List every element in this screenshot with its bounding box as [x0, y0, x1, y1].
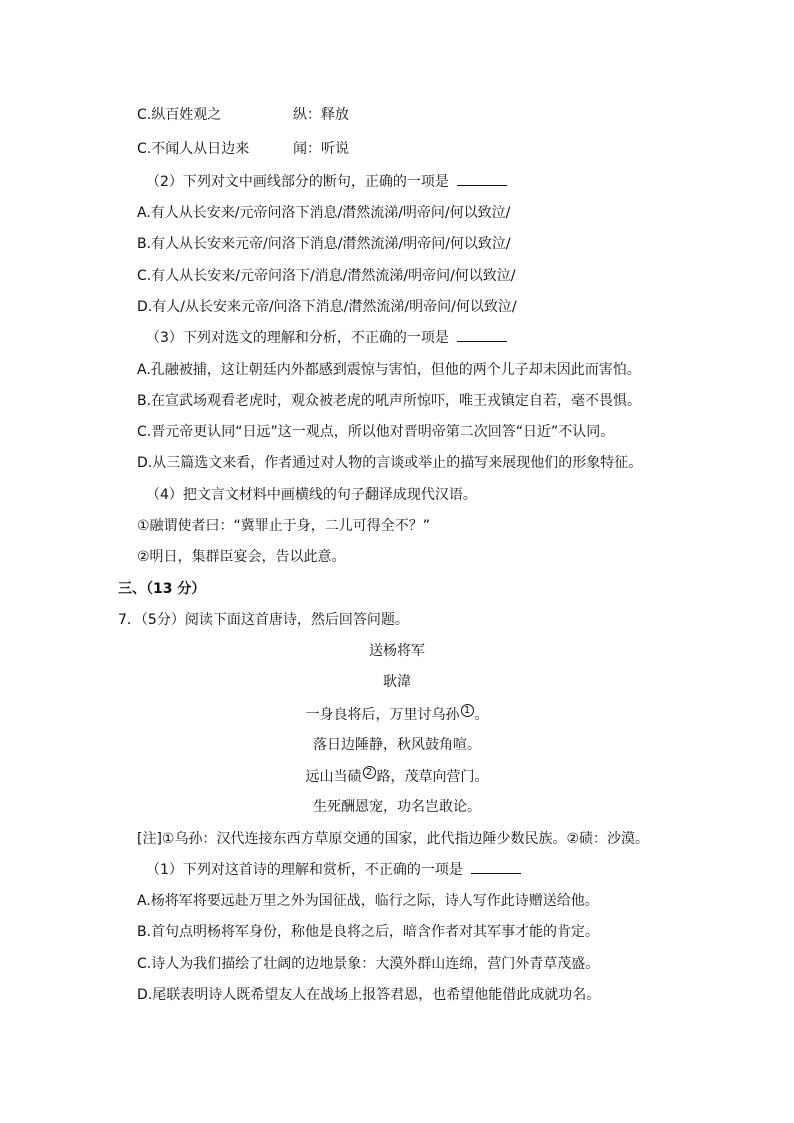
q6-sub2-option-d: D.有人/从长安来元帝/问洛下消息/潸然流涕/明帝问/何以致泣/ — [137, 299, 517, 315]
q7-sub1-stem-text: （1）下列对这首诗的理解和赏析，不正确的一项是 — [146, 862, 463, 878]
q6-sub3-option-b: B.在宣武场观看老虎时，观众被老虎的吼声所惊吓，唯王戎镇定自若，毫不畏惧。 — [137, 393, 642, 409]
poem-line-1-text: 一身良将后，万里讨乌孙 — [305, 707, 460, 723]
q6-sub2-option-a: A.有人从长安来/元帝问洛下消息/潸然流涕/明帝问/何以致泣/ — [137, 205, 511, 221]
option-d-row — [137, 139, 249, 159]
option-c-row — [137, 105, 221, 125]
poem-line-1 — [0, 704, 794, 725]
answer-blank[interactable] — [457, 173, 507, 186]
option-d-gloss: 闻：听说 — [293, 141, 349, 157]
poem-line-3 — [0, 766, 794, 787]
q6-sub2-stem — [146, 172, 507, 192]
q7-stem: 7．（5分）阅读下面这首唐诗，然后回答问题。 — [118, 612, 409, 628]
poem-line-3-text: 远山当碛 — [305, 769, 362, 785]
option-c-gloss: 纵：释放 — [293, 107, 349, 123]
section-heading: 三、（13 分） — [118, 581, 206, 597]
poem-line-3-end: 路，茂草向营门。 — [376, 769, 489, 785]
poem-line-1-end: 。 — [474, 707, 489, 723]
poem-annotation: [注]①乌孙：汉代连接东西方草原交通的国家，此代指边陲少数民族。②碛：沙漠。 — [137, 831, 650, 847]
q7-sub1-option-a: A.杨将军将要远赴万里之外为国征战，临行之际，诗人写作此诗赠送给他。 — [137, 893, 599, 909]
q6-sub4-item-2: ②明日，集群臣宴会，告以此意。 — [137, 549, 346, 565]
q7-sub1-option-c: C.诗人为我们描绘了壮阔的边地景象：大漠外群山连绵，营门外青草茂盛。 — [137, 956, 600, 972]
q7-sub1-stem — [146, 860, 521, 880]
q6-sub3-stem — [146, 328, 507, 348]
q6-sub3-option-c: C.晋元帝更认同“日远”这一观点，所以他对晋明帝第二次回答“日近”不认同。 — [137, 424, 615, 440]
footnote-marker-2: 2 — [363, 766, 376, 779]
answer-blank[interactable] — [471, 861, 521, 874]
footnote-marker-1: 1 — [461, 704, 474, 717]
q6-sub2-option-b: B.有人从长安来元帝/问洛下消息/潸然流涕/明帝问/何以致泣/ — [137, 236, 511, 252]
q6-sub2-stem-text: （2）下列对文中画线部分的断句，正确的一项是 — [146, 174, 449, 190]
poem-author: 耿湋 — [383, 674, 411, 690]
poem-title: 送杨将军 — [369, 643, 425, 659]
poem-line-4: 生死酬恩宠，功名岂敢论。 — [313, 799, 481, 815]
poem-line-2: 落日边陲静，秋风鼓角喧。 — [313, 737, 481, 753]
answer-blank[interactable] — [457, 329, 507, 342]
q6-sub3-option-d: D.从三篇选文来看，作者通过对人物的言谈或举止的描写来展现他们的形象特征。 — [137, 455, 643, 471]
q6-sub2-option-c: C.有人从长安来/元帝问洛下/消息/潸然流涕/明帝问/何以致泣/ — [137, 268, 516, 284]
q6-sub4-stem: （4）把文言文材料中画横线的句子翻译成现代汉语。 — [146, 487, 477, 503]
option-c-text: C.纵百姓观之 — [137, 107, 222, 123]
q7-sub1-option-d: D.尾联表明诗人既希望友人在战场上报答君恩，也希望他能借此成就功名。 — [137, 987, 601, 1003]
option-d-text: C.不闻人从日边来 — [137, 141, 250, 157]
q6-sub3-option-a: A.孔融被捕，这让朝廷内外都感到震惊与害怕，但他的两个儿子却未因此而害怕。 — [137, 362, 641, 378]
q6-sub4-item-1: ①融谓使者曰：“冀罪止于身，二儿可得全不？” — [137, 518, 431, 534]
q7-sub1-option-b: B.首句点明杨将军身份，称他是良将之后，暗含作者对其军事才能的肯定。 — [137, 924, 600, 940]
q6-sub3-stem-text: （3）下列对选文的理解和分析，不正确的一项是 — [146, 330, 449, 346]
